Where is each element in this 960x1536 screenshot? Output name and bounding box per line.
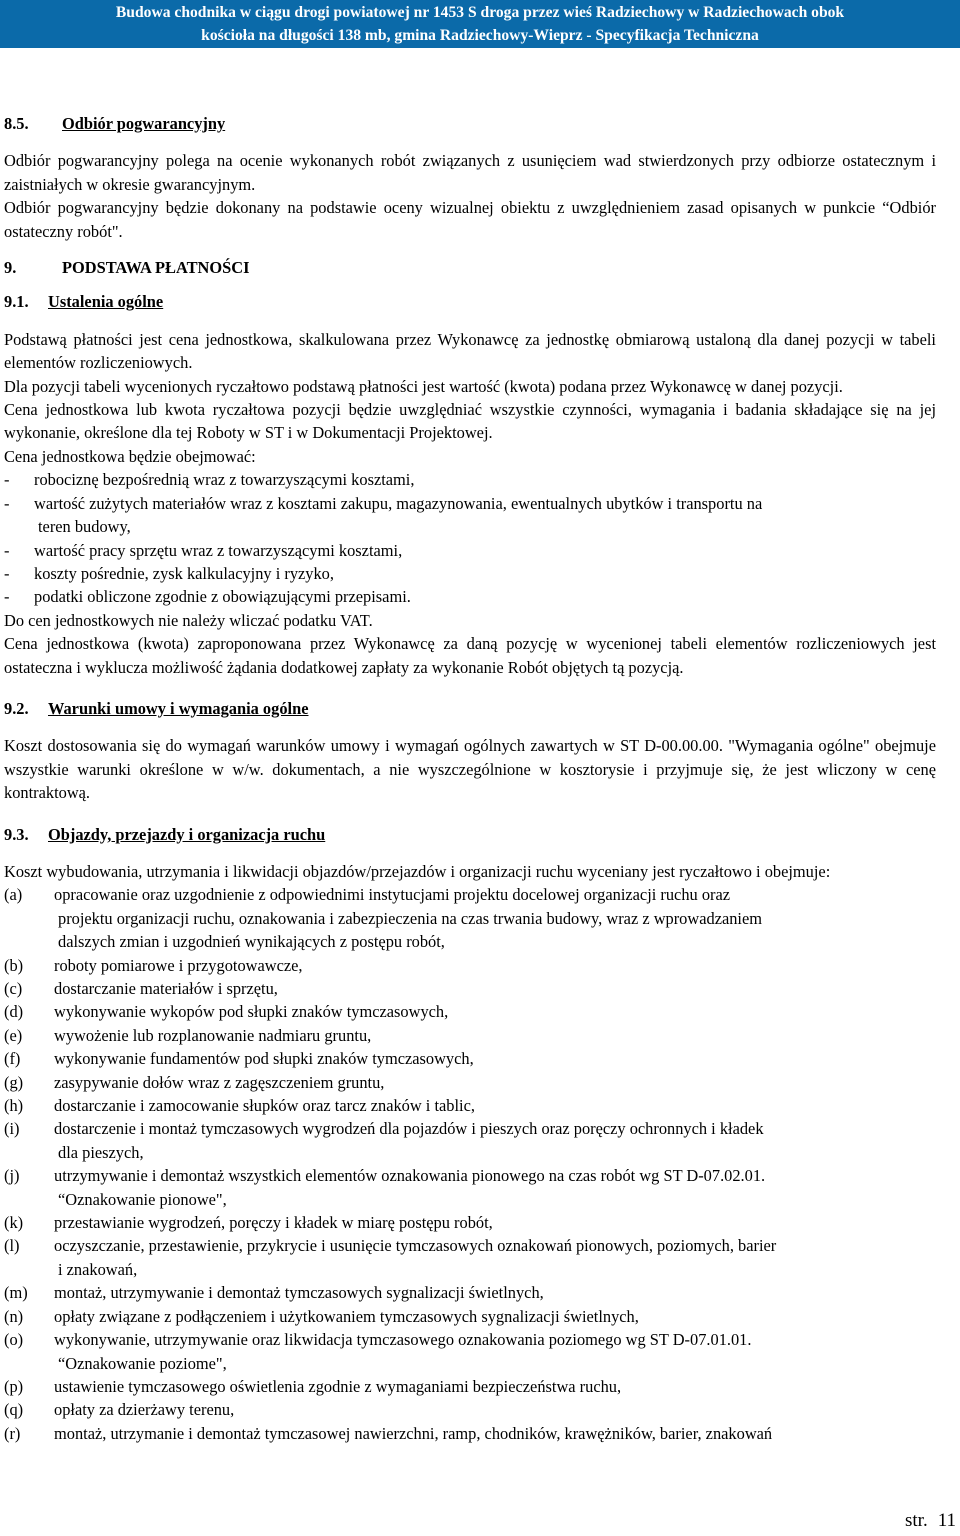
page-footer (895, 1506, 956, 1536)
list-text: koszty pośrednie, zysk kalkulacyjny i ryzyko, (34, 563, 334, 583)
heading-title: Odbiór pogwarancyjny (62, 114, 226, 133)
scope-items-list (4, 883, 936, 1445)
list-marker: (h) (4, 1096, 24, 1116)
list-text: montaż, utrzymywanie i demontaż tymczasowych sygnalizacji świetlnych, (54, 1283, 544, 1303)
heading-9-1 (4, 290, 936, 313)
heading-number: 9.2. (4, 698, 29, 718)
list-text: przestawianie wygrodzeń, poręczy i kładek w miarę postępu robót, (54, 1213, 493, 1233)
list-text-continuation: teren budowy, (38, 517, 131, 537)
list-text-continuation: “Oznakowanie pionowe", (58, 1189, 227, 1209)
heading-number: 8.5. (4, 114, 29, 133)
list-item (4, 1305, 936, 1328)
list-text: wartość pracy sprzętu wraz z towarzyszącymi kosztami, (34, 540, 403, 560)
list-text: wykonywanie wykopów pod słupki znaków tymczasowych, (54, 1002, 449, 1022)
list-text-continuation: projektu organizacji ruchu, oznakowania i zabezpieczenia na czas trwania budowy, wraz z wprowadzaniem (58, 908, 763, 928)
paragraph: Do cen jednostkowych nie należy wliczać podatku VAT. (4, 610, 373, 630)
page-number: 11 (937, 1510, 956, 1531)
heading-9 (4, 256, 936, 279)
list-item (4, 883, 936, 953)
list-item (4, 1071, 936, 1094)
heading-title: Warunki umowy i wymagania ogólne (48, 698, 309, 718)
list-text-continuation: dalszych zmian i uzgodnień wynikających z postępu robót, (58, 932, 445, 952)
cost-components-list (4, 468, 936, 608)
page-label: str. (905, 1510, 928, 1531)
list-item (4, 1422, 936, 1445)
list-item (4, 1375, 936, 1398)
list-item (4, 468, 936, 491)
heading-number: 9. (4, 258, 17, 278)
list-marker: - (4, 563, 10, 583)
list-marker: (m) (4, 1283, 28, 1303)
list-item (4, 1398, 936, 1421)
list-item (4, 1024, 936, 1047)
list-item (4, 1211, 936, 1234)
list-item (4, 585, 936, 608)
list-item (4, 954, 936, 977)
list-text: wykonywanie fundamentów pod słupki znaków tymczasowych, (54, 1049, 474, 1069)
list-marker: (q) (4, 1400, 24, 1420)
list-text: ustawienie tymczasowego oświetlenia zgodnie z wymaganiami bezpieczeństwa ruchu, (54, 1376, 622, 1396)
list-item (4, 1234, 936, 1281)
list-item (4, 1281, 936, 1304)
document-header (0, 0, 960, 48)
heading-title: Ustalenia ogólne (48, 292, 164, 312)
heading-9-2 (4, 697, 936, 720)
list-text: roboty pomiarowe i przygotowawcze, (54, 955, 303, 975)
list-text-continuation: i znakowań, (58, 1259, 138, 1279)
list-text: opłaty za dzierżawy terenu, (54, 1400, 235, 1420)
list-marker: (k) (4, 1213, 24, 1233)
list-text: utrzymywanie i demontaż wszystkich elementów oznakowania pionowego na czas robót wg ST D-07.02.01. (54, 1166, 766, 1186)
header-line-1: Budowa chodnika w ciągu drogi powiatowej nr 1453 S droga przez wieś Radziechowy w Radziechowach obok (115, 4, 845, 21)
list-text: podatki obliczone zgodnie z obowiązującymi przepisami. (34, 587, 411, 607)
list-marker: (r) (4, 1423, 21, 1443)
paragraph: Podstawą płatności jest cena jednostkowa, skalkulowana przez Wykonawcę za jednostkę obmiarową ustaloną dla danej pozycji w tabeli elementów rozliczeniowych. (4, 329, 936, 373)
document-body (4, 112, 936, 1445)
list-text: dostarczanie materiałów i sprzętu, (54, 979, 278, 998)
list-item (4, 977, 936, 1000)
heading-number: 9.3. (4, 824, 29, 844)
list-marker: (p) (4, 1376, 24, 1396)
list-marker: (a) (4, 885, 23, 905)
list-text: opłaty związane z podłączeniem i użytkowaniem tymczasowych sygnalizacji świetlnych, (54, 1306, 639, 1326)
list-text: oczyszczanie, przestawienie, przykrycie i usunięcie tymczasowych oznakowań pionowych, poziomych, barier (54, 1236, 777, 1256)
paragraph: Odbiór pogwarancyjny będzie dokonany na podstawie oceny wizualnej obiektu z uwzględnieniem zasad opisanych w punkcie “Odbiór ostateczny robót". (4, 198, 936, 241)
list-marker: (j) (4, 1166, 20, 1186)
list-item (4, 1117, 936, 1164)
paragraph: Cena jednostkowa będzie obejmować: (4, 446, 256, 466)
list-text: zasypywanie dołów wraz z zagęszczeniem gruntu, (54, 1072, 385, 1092)
list-marker: (g) (4, 1072, 24, 1092)
list-marker: (e) (4, 1025, 23, 1045)
list-marker: (l) (4, 1236, 20, 1256)
list-text-continuation: “Oznakowanie poziome", (58, 1353, 227, 1373)
paragraph: Koszt wybudowania, utrzymania i likwidacji objazdów/przejazdów i organizacji ruchu wyceniany jest ryczałtowo i obejmuje: (4, 861, 831, 881)
heading-number: 9.1. (4, 292, 29, 312)
heading-title: PODSTAWA PŁATNOŚCI (62, 258, 250, 278)
list-item (4, 1094, 936, 1117)
paragraph: Cena jednostkowa (kwota) zaproponowana przez Wykonawcę za daną pozycję w wycenionej tabeli elementów rozliczeniowych jest ostateczna i wyklucza możliwość żądania dodatkowej zapłaty za wykonanie Robót objętych tą pozycją. (4, 634, 936, 677)
list-marker: - (4, 470, 10, 490)
list-marker: - (4, 493, 10, 513)
list-text: opracowanie oraz uzgodnienie z odpowiednimi instytucjami projektu docelowej organizacji ruchu oraz (54, 885, 731, 905)
list-marker: - (4, 540, 10, 560)
heading-title: Objazdy, przejazdy i organizacja ruchu (48, 824, 326, 844)
list-text: wartość zużytych materiałów wraz z kosztami zakupu, magazynowania, ewentualnych ubytków i transportu na (34, 493, 763, 513)
list-marker: (b) (4, 955, 24, 975)
list-item (4, 1328, 936, 1375)
header-line-2: kościoła na długości 138 mb, gmina Radziechowy-Wieprz - Specyfikacja Techniczna (201, 26, 759, 44)
list-marker: (i) (4, 1119, 20, 1139)
list-item (4, 1000, 936, 1023)
list-text: wywożenie lub rozplanowanie nadmiaru gruntu, (54, 1025, 372, 1045)
list-item (4, 1047, 936, 1070)
list-item (4, 539, 936, 562)
paragraph: Koszt dostosowania się do wymagań warunków umowy i wymagań ogólnych zawartych w ST D-00.00.00. "Wymagania ogólne" obejmuje wszystkie warunki określone w w/w. dokumentach, a nie wyszczególnione w kosztorysie i przyjmuje się, że jest wliczony w cenę kontraktową. (4, 736, 936, 803)
list-text-continuation: dla pieszych, (58, 1142, 144, 1162)
list-text: montaż, utrzymanie i demontaż tymczasowej nawierzchni, ramp, chodników, krawężników, barier, znakowań (54, 1423, 773, 1443)
list-marker: (f) (4, 1049, 21, 1069)
list-item (4, 492, 936, 539)
list-text: robociznę bezpośrednią wraz z towarzyszącymi kosztami, (34, 470, 415, 490)
heading-8-5 (4, 112, 936, 135)
list-item (4, 1164, 936, 1211)
paragraph: Dla pozycji tabeli wycenionych ryczałtowo podstawą płatności jest wartość (kwota) podana przez Wykonawcę w danej pozycji. (4, 376, 843, 396)
list-text: wykonywanie, utrzymywanie oraz likwidacja tymczasowego oznakowania poziomego wg ST D-07.01.01. (54, 1330, 752, 1350)
list-text: dostarczanie i zamocowanie słupków oraz tarcz znaków i tablic, (54, 1096, 475, 1116)
paragraph: Cena jednostkowa lub kwota ryczałtowa pozycji będzie uwzględniać wszystkie czynności, wymagania i badania składające się na jej wykonanie, określone dla tej Roboty w ST i w Dokumentacji Projektowej. (4, 400, 936, 443)
list-marker: - (4, 587, 10, 607)
list-marker: (c) (4, 979, 23, 998)
list-marker: (n) (4, 1306, 24, 1326)
list-marker: (d) (4, 1002, 24, 1022)
list-item (4, 562, 936, 585)
list-text: dostarczenie i montaż tymczasowych wygrodzeń dla pojazdów i pieszych oraz poręczy ochronnych i kładek (54, 1119, 764, 1139)
heading-9-3 (4, 823, 936, 846)
list-marker: (o) (4, 1330, 24, 1350)
paragraph: Odbiór pogwarancyjny polega na ocenie wykonanych robót związanych z usunięciem wad stwierdzonych przy odbiorze ostatecznym i zaistniałych w okresie gwarancyjnym. (4, 151, 936, 194)
